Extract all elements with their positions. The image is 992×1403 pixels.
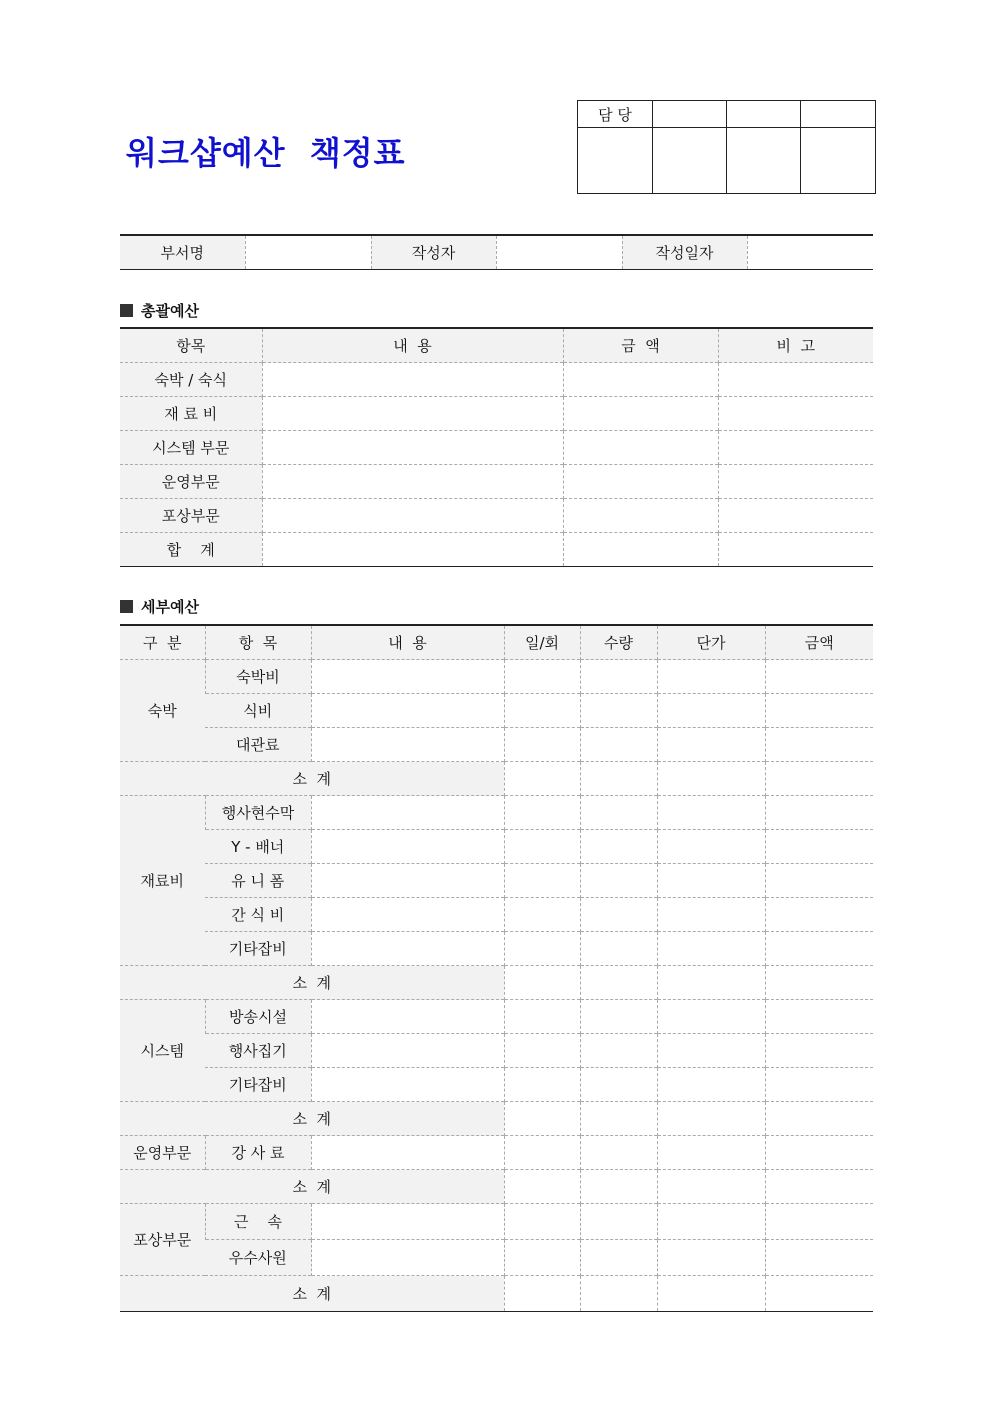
signature-cell[interactable] [578,128,653,194]
subtotal-amount-field[interactable] [765,762,873,796]
detail-qty-field[interactable] [580,728,657,762]
summary-amount-field[interactable] [563,533,718,567]
summary-content-field[interactable] [262,499,563,533]
subtotal-row [120,966,873,1000]
summary-row [120,533,873,567]
subtotal-times-field[interactable] [504,1102,580,1136]
detail-group-label: 시스템 [120,1000,205,1102]
page-title: 워크샵예산 책정표 [126,134,406,172]
subtotal-row [120,1276,873,1312]
subtotal-label: 소 계 [120,1102,504,1136]
detail-row [120,1000,873,1034]
summary-content-field[interactable] [262,397,563,431]
signature-cell[interactable] [801,128,876,194]
detail-times-field[interactable] [504,932,580,966]
approval-cell[interactable] [801,101,876,128]
detail-qty-field[interactable] [580,1068,657,1102]
subtotal-qty-field[interactable] [580,1102,657,1136]
detail-amount-field[interactable] [765,898,873,932]
detail-row [120,932,873,966]
detail-qty-field[interactable] [580,796,657,830]
detail-content-field[interactable] [311,796,504,830]
detail-row [120,728,873,762]
dept-field[interactable] [245,235,371,270]
summary-content-field[interactable] [262,431,563,465]
detail-content-field[interactable] [311,932,504,966]
detail-content-field[interactable] [311,864,504,898]
detail-item-label: 행사집기 [205,1034,311,1068]
detail-times-field[interactable] [504,694,580,728]
detail-unit-price-field[interactable] [657,1068,765,1102]
detail-amount-field[interactable] [765,1136,873,1170]
detail-row [120,796,873,830]
subtotal-qty-field[interactable] [580,1276,657,1312]
signature-cell[interactable] [727,128,801,194]
detail-qty-field[interactable] [580,932,657,966]
detail-amount-field[interactable] [765,830,873,864]
writer-field[interactable] [496,235,622,270]
detail-header-cell: 내 용 [311,625,504,660]
detail-row [120,1034,873,1068]
summary-item-label: 포상부문 [120,499,262,533]
subtotal-amount-field[interactable] [765,1102,873,1136]
subtotal-label: 소 계 [120,966,504,1000]
subtotal-amount-field[interactable] [765,1276,873,1312]
detail-section-label: 세부예산 [141,598,199,616]
detail-qty-field[interactable] [580,694,657,728]
detail-group-label: 재료비 [120,796,205,966]
summary-header-cell: 내 용 [262,328,563,363]
detail-item-label: 간 식 비 [205,898,311,932]
summary-header-cell: 금 액 [563,328,718,363]
detail-amount-field[interactable] [765,1000,873,1034]
subtotal-unit-price-field[interactable] [657,1276,765,1312]
detail-qty-field[interactable] [580,660,657,694]
detail-unit-price-field[interactable] [657,660,765,694]
detail-amount-field[interactable] [765,1204,873,1240]
subtotal-label: 소 계 [120,1276,504,1312]
approval-box [577,100,876,194]
detail-content-field[interactable] [311,660,504,694]
detail-amount-field[interactable] [765,932,873,966]
subtotal-unit-price-field[interactable] [657,1170,765,1204]
subtotal-unit-price-field[interactable] [657,966,765,1000]
subtotal-qty-field[interactable] [580,966,657,1000]
summary-note-field[interactable] [718,363,873,397]
detail-header-cell: 항 목 [205,625,311,660]
detail-row [120,694,873,728]
detail-item-label: 행사현수막 [205,796,311,830]
detail-row [120,1068,873,1102]
summary-row [120,431,873,465]
subtotal-times-field[interactable] [504,1276,580,1312]
detail-amount-field[interactable] [765,864,873,898]
summary-amount-field[interactable] [563,431,718,465]
detail-content-field[interactable] [311,728,504,762]
subtotal-row [120,1170,873,1204]
detail-section-title [120,596,199,617]
summary-row [120,499,873,533]
detail-unit-price-field[interactable] [657,1000,765,1034]
detail-row [120,1136,873,1170]
detail-times-field[interactable] [504,1068,580,1102]
subtotal-row [120,1102,873,1136]
detail-unit-price-field[interactable] [657,694,765,728]
detail-item-label: 식비 [205,694,311,728]
detail-unit-price-field[interactable] [657,1204,765,1240]
subtotal-qty-field[interactable] [580,1170,657,1204]
detail-group-label: 포상부문 [120,1204,205,1276]
detail-unit-price-field[interactable] [657,830,765,864]
detail-amount-field[interactable] [765,1240,873,1276]
detail-unit-price-field[interactable] [657,1136,765,1170]
summary-row [120,397,873,431]
detail-unit-price-field[interactable] [657,728,765,762]
detail-unit-price-field[interactable] [657,1034,765,1068]
subtotal-times-field[interactable] [504,966,580,1000]
summary-section-title [120,300,199,321]
detail-table [120,624,873,1312]
summary-note-field[interactable] [718,499,873,533]
detail-content-field[interactable] [311,898,504,932]
summary-row [120,363,873,397]
detail-item-label: 유 니 폼 [205,864,311,898]
detail-amount-field[interactable] [765,660,873,694]
detail-content-field[interactable] [311,694,504,728]
detail-amount-field[interactable] [765,728,873,762]
detail-unit-price-field[interactable] [657,864,765,898]
detail-item-label: 숙박비 [205,660,311,694]
detail-header-cell: 단가 [657,625,765,660]
subtotal-times-field[interactable] [504,762,580,796]
detail-row [120,898,873,932]
detail-amount-field[interactable] [765,1068,873,1102]
subtotal-unit-price-field[interactable] [657,762,765,796]
detail-content-field[interactable] [311,1000,504,1034]
detail-header-cell: 일/회 [504,625,580,660]
summary-row [120,465,873,499]
detail-content-field[interactable] [311,1136,504,1170]
subtotal-unit-price-field[interactable] [657,1102,765,1136]
subtotal-qty-field[interactable] [580,762,657,796]
summary-amount-field[interactable] [563,397,718,431]
detail-row [120,830,873,864]
detail-amount-field[interactable] [765,694,873,728]
detail-row [120,1204,873,1240]
detail-row [120,1240,873,1276]
subtotal-amount-field[interactable] [765,1170,873,1204]
square-bullet-icon [120,304,133,317]
summary-item-label: 운영부문 [120,465,262,499]
detail-content-field[interactable] [311,1204,504,1240]
detail-content-field[interactable] [311,1240,504,1276]
writer-label: 작성자 [371,235,496,270]
detail-qty-field[interactable] [580,830,657,864]
detail-times-field[interactable] [504,660,580,694]
summary-note-field[interactable] [718,431,873,465]
detail-header-row [120,625,873,660]
detail-content-field[interactable] [311,830,504,864]
detail-content-field[interactable] [311,1034,504,1068]
summary-item-label: 합 계 [120,533,262,567]
detail-group-label: 운영부문 [120,1136,205,1170]
detail-amount-field[interactable] [765,1034,873,1068]
summary-header-cell: 비 고 [718,328,873,363]
detail-qty-field[interactable] [580,898,657,932]
summary-table [120,327,873,567]
dept-label: 부서명 [120,235,245,270]
summary-note-field[interactable] [718,397,873,431]
approval-label: 담 당 [578,101,653,128]
detail-qty-field[interactable] [580,1034,657,1068]
detail-unit-price-field[interactable] [657,898,765,932]
detail-amount-field[interactable] [765,796,873,830]
summary-content-field[interactable] [262,533,563,567]
detail-unit-price-field[interactable] [657,796,765,830]
summary-amount-field[interactable] [563,465,718,499]
detail-item-label: Y - 배너 [205,830,311,864]
detail-qty-field[interactable] [580,1240,657,1276]
square-bullet-icon [120,600,133,613]
detail-group-label: 숙박 [120,660,205,762]
detail-qty-field[interactable] [580,1204,657,1240]
summary-item-label: 숙박 / 숙식 [120,363,262,397]
detail-times-field[interactable] [504,898,580,932]
date-field[interactable] [747,235,873,270]
detail-times-field[interactable] [504,728,580,762]
detail-unit-price-field[interactable] [657,932,765,966]
detail-qty-field[interactable] [580,1000,657,1034]
subtotal-amount-field[interactable] [765,966,873,1000]
summary-note-field[interactable] [718,465,873,499]
detail-item-label: 방송시설 [205,1000,311,1034]
summary-content-field[interactable] [262,465,563,499]
detail-times-field[interactable] [504,830,580,864]
detail-header-cell: 구 분 [120,625,205,660]
summary-header-row [120,328,873,363]
summary-note-field[interactable] [718,533,873,567]
detail-header-cell: 수량 [580,625,657,660]
detail-row [120,864,873,898]
detail-item-label: 우수사원 [205,1240,311,1276]
detail-times-field[interactable] [504,1136,580,1170]
subtotal-label: 소 계 [120,1170,504,1204]
summary-header-cell: 항목 [120,328,262,363]
approval-cell[interactable] [653,101,727,128]
detail-times-field[interactable] [504,1034,580,1068]
detail-qty-field[interactable] [580,1136,657,1170]
signature-cell[interactable] [653,128,727,194]
detail-content-field[interactable] [311,1068,504,1102]
detail-times-field[interactable] [504,1000,580,1034]
subtotal-times-field[interactable] [504,1170,580,1204]
summary-content-field[interactable] [262,363,563,397]
detail-times-field[interactable] [504,1204,580,1240]
detail-unit-price-field[interactable] [657,1240,765,1276]
summary-amount-field[interactable] [563,363,718,397]
detail-item-label: 기타잡비 [205,1068,311,1102]
approval-cell[interactable] [727,101,801,128]
summary-section-label: 총괄예산 [141,302,199,320]
detail-times-field[interactable] [504,1240,580,1276]
detail-qty-field[interactable] [580,864,657,898]
detail-item-label: 근 속 [205,1204,311,1240]
detail-times-field[interactable] [504,796,580,830]
detail-times-field[interactable] [504,864,580,898]
detail-item-label: 강 사 료 [205,1136,311,1170]
detail-item-label: 기타잡비 [205,932,311,966]
detail-header-cell: 금액 [765,625,873,660]
summary-amount-field[interactable] [563,499,718,533]
info-table [120,234,873,270]
subtotal-label: 소 계 [120,762,504,796]
detail-row [120,660,873,694]
summary-item-label: 시스템 부문 [120,431,262,465]
detail-item-label: 대관료 [205,728,311,762]
summary-item-label: 재 료 비 [120,397,262,431]
date-label: 작성일자 [622,235,747,270]
subtotal-row [120,762,873,796]
